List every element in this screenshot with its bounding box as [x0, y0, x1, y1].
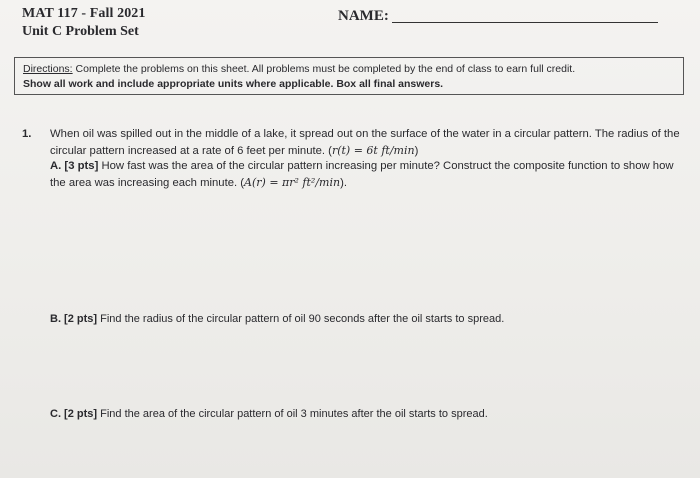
- part-b-text: Find the radius of the circular pattern of oil 90 seconds after the oil starts to spread.: [97, 313, 505, 325]
- question-intro: When oil was spilled out in the middle of a lake, it spread out on the surface of the water in a circular pattern. The radius of the circular pattern increased at a rate of 6 feet per minute. (: [50, 128, 680, 157]
- name-label: NAME:: [338, 8, 389, 24]
- problem-set-title: Unit C Problem Set: [22, 24, 139, 39]
- question-intro-end: ): [414, 144, 419, 157]
- name-blank-line: [392, 22, 658, 23]
- part-c-label: C. [2 pts]: [50, 408, 98, 420]
- part-a-label: A. [3 pts]: [50, 160, 99, 172]
- part-a-text: How fast was the area of the circular pattern increasing per minute? Construct the composite function to show how the area was increasing each minute. (: [50, 160, 674, 189]
- question-number: 1.: [22, 128, 32, 140]
- directions-box: [14, 57, 684, 95]
- directions-bold-text: Show all work and include appropriate units where applicable. Box all final answers.: [23, 78, 444, 90]
- part-b: [50, 313, 504, 325]
- rate-formula: r(t) = 6t ft/min: [331, 143, 415, 157]
- directions-label: Directions:: [23, 63, 73, 75]
- directions-text: Complete the problems on this sheet. All problems must be completed by the end of class to earn full credit.: [72, 63, 576, 75]
- part-a-end: ).: [340, 176, 347, 189]
- course-title: MAT 117 - Fall 2021: [22, 6, 146, 21]
- question-1-body: [50, 127, 680, 191]
- part-c-text: Find the area of the circular pattern of oil 3 minutes after the oil starts to spread.: [97, 408, 488, 420]
- part-c: [50, 408, 488, 420]
- part-b-label: B. [2 pts]: [50, 313, 98, 325]
- area-formula: A(r) = πr² ft²/min: [244, 175, 341, 189]
